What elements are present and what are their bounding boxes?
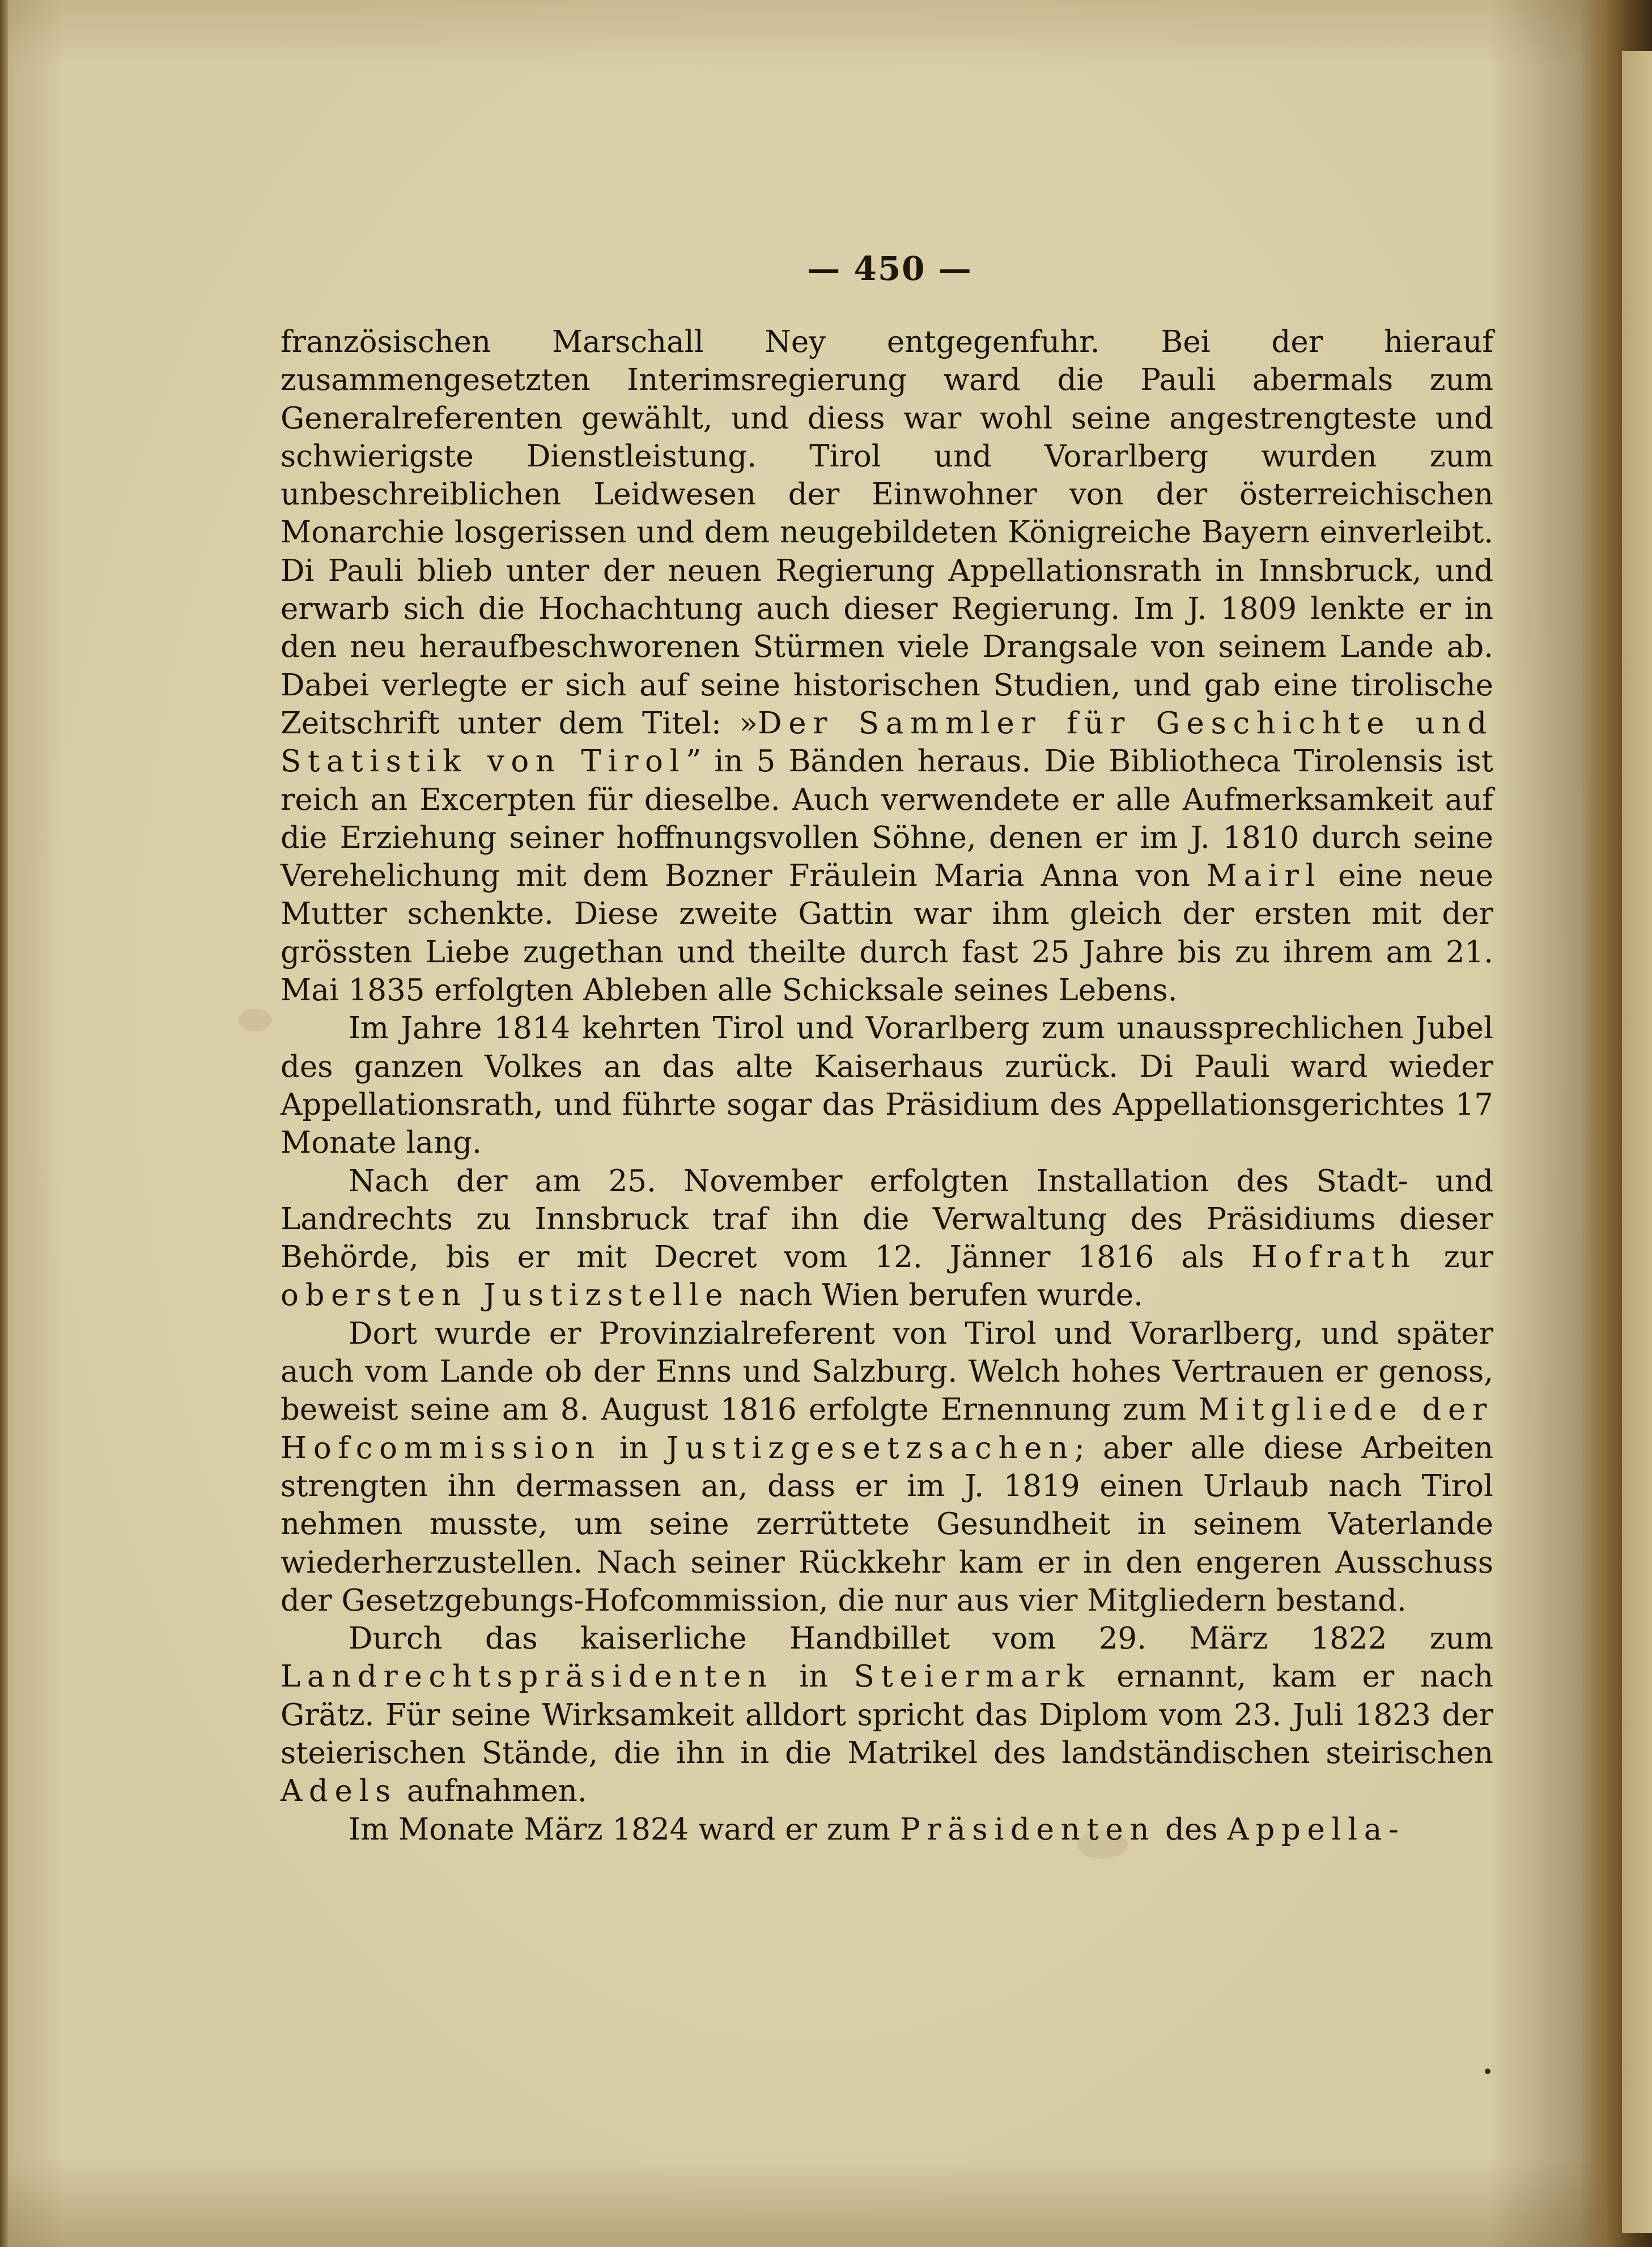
paragraph	[281, 1811, 1493, 1849]
spaced-emphasis-text: Hofrath	[1251, 1240, 1417, 1275]
paper-stain	[238, 1009, 272, 1031]
paragraph	[281, 1162, 1493, 1315]
text-run: Dort wurde er Provinzialreferent von Tirol und Vorarlberg, und später auch vom Lande ob der Enns und Salzburg. Welch hohes Vertrauen er genoss, beweist seine am 8. August 1816 erfolgte Ernennung zum	[281, 1316, 1493, 1428]
spaced-emphasis-text: Landrechtspräsidenten	[281, 1659, 774, 1694]
text-run: in	[601, 1430, 667, 1466]
text-run: ; aber alle diese Arbeiten strengten ihn dermassen an, dass er im J. 1819 einen Urlaub nach Tirol nehmen musste, um seine zerrüttete Gesundheit in seinem Vaterlande wiederherzustellen. Nach seiner Rückkehr kam er in den engeren Ausschuss der Gesetzgebungs-Hofcommission, die nur aus vier Mitgliedern bestand.	[281, 1430, 1494, 1618]
text-run: Im Monate März 1824 ward er zum	[349, 1812, 900, 1847]
paragraph	[281, 323, 1493, 1009]
text-run: in	[773, 1659, 854, 1694]
text-run: Durch das kaiserliche Handbillet vom 29. März 1822 zum	[349, 1621, 1493, 1656]
text-run: zur	[1416, 1240, 1493, 1275]
text-run: eine neue Mutter schenkte. Diese zweite Gattin war ihm gleich der ersten mit der grössten Liebe zugethan und theilte durch fast 25 Jahre bis zu ihrem am 21. Mai 1835 erfolgten Ableben alle Schicksale seines Lebens.	[281, 859, 1493, 1008]
spaced-emphasis-text: Appella-	[1227, 1812, 1405, 1847]
text-run: französischen Marschall Ney entgegenfuhr. Bei der hierauf zusammengesetzten Interimsregierung ward die Pauli abermals zum Generalreferenten gewählt, und diess war wohl seine angestrengteste und schwierigste Dienstleistung. Tirol und Vorarlberg wurden zum unbeschreiblichen Leidwesen der Einwohner von der österreichischen Monarchie losgerissen und dem neugebildeten Königreiche Bayern einverleibt. Di Pauli blieb unter der neuen Regierung Appellationsrath in Innsbruck, und erwarb sich die Hochachtung auch dieser Regierung. Im J. 1809 lenkte er in den neu heraufbeschworenen Stürmen viele Drangsale von seinem Lande ab. Dabei verlegte er sich auf seine historischen Studien, und gab eine tirolische Zeitschrift unter dem Titel: »	[281, 325, 1493, 741]
spaced-emphasis-text: Mitgliede der Hofcommission	[281, 1392, 1494, 1466]
text-run: ” in 5 Bänden heraus. Die Bibliotheca Tirolensis ist reich an Excerpten für dieselbe. Auch verwendete er alle Aufmerksamkeit auf die Erziehung seiner hoffnungsvollen Söhne, denen er im J. 1810 durch seine Verehelichung mit dem Bozner Fräulein Maria Anna von	[281, 744, 1494, 894]
page-left-edge	[0, 0, 8, 2247]
paragraph	[281, 1620, 1493, 1810]
text-run: aufnahmen.	[397, 1774, 587, 1809]
spaced-emphasis-text: Mairl	[1206, 859, 1322, 894]
spaced-emphasis-text: obersten Justizstelle	[281, 1278, 730, 1313]
spaced-emphasis-text: Der Sammler für Geschichte und Statistik von Tirol	[281, 706, 1494, 779]
spaced-emphasis-text: Adels	[281, 1774, 398, 1809]
text-run: ernannt, kam er nach Grätz. Für seine Wirksamkeit alldort spricht das Diplom vom 23. Juli 1823 der steierischen Stände, die ihn in die Matrikel des landständischen steirischen	[281, 1659, 1493, 1770]
spaced-emphasis-text: Präsidenten	[899, 1812, 1156, 1847]
spaced-emphasis-text: Justizgesetzsachen	[666, 1430, 1075, 1466]
text-run: des	[1156, 1812, 1228, 1847]
ink-dot	[1485, 2068, 1490, 2074]
text-run: Im Jahre 1814 kehrten Tirol und Vorarlberg zum unaussprechlichen Jubel des ganzen Volkes an das alte Kaiserhaus zurück. Di Pauli ward wieder Appellationsrath, und führte sogar das Präsidium des Appellationsgerichtes 17 Monate lang.	[281, 1011, 1493, 1161]
paragraph	[281, 1009, 1493, 1162]
text-run: nach Wien berufen wurde.	[729, 1278, 1143, 1313]
adjacent-page-edge	[1622, 51, 1652, 2233]
text-run: Nach der am 25. November erfolgten Installation des Stadt- und Landrechts zu Innsbruck traf ihn die Verwaltung des Präsidiums dieser Behörde, bis er mit Decret vom 12. Jänner 1816 als	[281, 1163, 1493, 1275]
paragraph	[281, 1315, 1493, 1620]
body-text	[281, 323, 1493, 1849]
spaced-emphasis-text: Steiermark	[853, 1659, 1092, 1694]
page-number: — 450 —	[807, 249, 972, 288]
